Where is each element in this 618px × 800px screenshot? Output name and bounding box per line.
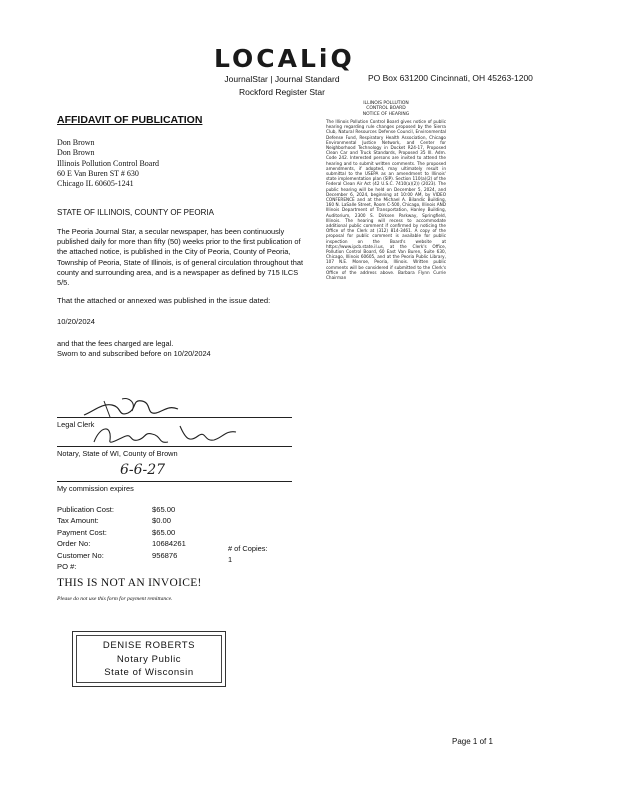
localiq-logo: LOCALiQ [214, 44, 355, 73]
legal-notice-column [326, 101, 446, 280]
cost-value: 956876 [152, 550, 178, 560]
cost-row [57, 504, 186, 515]
cost-value: $0.00 [152, 516, 172, 526]
legal-clerk-signature [82, 393, 182, 423]
copies-block [228, 543, 267, 566]
legal-clerk-signature-line [57, 417, 292, 418]
commission-line [57, 481, 292, 482]
cost-value: $65.00 [152, 527, 176, 537]
cost-row [57, 538, 186, 549]
cost-label: Tax Amount: [57, 516, 99, 526]
affidavit-title: AFFIDAVIT OF PUBLICATION [57, 114, 203, 126]
address-line: Chicago IL 60605-1241 [57, 179, 134, 189]
notice-heading-line: ILLINOIS POLLUTION [363, 101, 409, 106]
cost-label: Publication Cost: [57, 505, 114, 514]
cost-value: $65.00 [152, 505, 176, 514]
notice-heading-line: NOTICE OF HEARING [362, 111, 410, 117]
legal-clerk-label: Legal Clerk [57, 420, 95, 429]
notary-label: Notary, State of WI, County of Brown [57, 449, 178, 458]
notice-heading-line: CONTROL BOARD [366, 106, 406, 112]
commission-date: 6-6-27 [120, 462, 166, 478]
cost-row [57, 527, 186, 538]
notice-body: The Illinois Pollution Control Board gives notice of public hearing regarding rule changes proposed by the Sierra Club, Natural Resources Defense Council, Environmental Defense Fund, Respiratory Health Association, Chicago Environmental Justice Network, and Center for Neighborhood Technology in Docket R24-17, Proposed Clean Car and Truck Standards, Proposed 35 Ill. Adm. Code 242. Interested persons are invited to attend the hearing and to submit written comments. The proposed amendments, if adopted, may ultimately result in submittal to the USEPA as an amendment to Illinois' state implementation plan (SIP). Section 110(a)(2) of the Federal Clean Air Act (42 U.S.C. 7410(a)(2)) (2023). The public hearing will be held on December 5, 2024, and December 6, 2024, beginning at 10:00 AM, by VIDEO CONFERENCE and at the Michael A. Bilandic Building, 160 N. LaSalle Street, Room C-500, Chicago, Illinois AND Illinois Department of Transportation, Hanley Building, Auditorium, 2300 S. Dirksen Parkway, Springfield, Illinois. The hearing will recess to accommodate additional public comment if confirmed by noticing the Office of the Clerk at (312) 814-3461. A copy of the proposal for public comment is available for public inspection on the Board's website at https://www.ipcb.state.il.us, at the Clerk's Office, Pollution Control Board, 60 East Van Buren, Suite 630, Chicago, Illinois 60605, and at the Peoria Public Library, 107 N.E. Monroe, Peoria, Illinois. Written public comments will be considered if submitted to the Clerk's Office of the address above. Barbara Flynn Currie Chairman [326, 118, 446, 280]
stamp-name: DENISE ROBERTS [102, 640, 196, 651]
cost-value: 10684261 [152, 539, 186, 549]
notary-stamp [72, 631, 226, 687]
address-line: Don Brown [57, 148, 95, 158]
notary-signature-line [57, 446, 292, 447]
issue-date: 10/20/2024 [57, 317, 96, 326]
not-payment-notice: Please do not use this form for payment remittance. [57, 596, 173, 602]
stamp-state: State of Wisconsin [104, 667, 194, 678]
publication-statement: The Peoria Journal Star, a secular newspaper, has been continuously published daily for more than fifty (50) weeks prior to the first publication of the attached notice, is published in the City of Peoria, County of Peoria, Township of Peoria, State of Illinois, is of general circulation throughout that county and surrounding area, and is a newspaper as defined by 715 ILCS 5/5. [57, 227, 304, 288]
stamp-title: Notary Public [116, 653, 182, 665]
issue-statement: That the attached or annexed was published in the issue dated: [57, 296, 271, 305]
sworn-line: Sworn to and subscribed before on 10/20/2024 [57, 348, 211, 358]
cost-label: PO #: [57, 562, 77, 572]
fees-statement [57, 339, 211, 358]
page-number: Page 1 of 1 [452, 737, 493, 746]
fees-line: and that the fees charged are legal. [57, 339, 174, 348]
address-line: Don Brown [57, 138, 95, 147]
address-line: Illinois Pollution Control Board [57, 158, 160, 168]
address-line: 60 E Van Buren ST # 630 [57, 168, 139, 178]
notary-stamp-inner [76, 635, 222, 683]
state-county-line: STATE OF ILLINOIS, COUNTY OF PEORIA [57, 208, 214, 217]
recipient-address [57, 138, 159, 189]
notice-heading [326, 101, 446, 117]
cost-label: Customer No: [57, 550, 104, 560]
commission-label: My commission expires [57, 484, 134, 493]
cost-row [57, 561, 186, 572]
po-box-address: PO Box 631200 Cincinnati, OH 45263-1200 [368, 73, 533, 83]
not-invoice-notice: THIS IS NOT AN INVOICE! [57, 577, 202, 589]
publication-line-1: JournalStar | Journal Standard [224, 74, 340, 84]
cost-row [57, 515, 186, 526]
cost-row [57, 550, 186, 561]
publication-line-2: Rockford Register Star [239, 87, 325, 97]
publication-names [214, 73, 350, 99]
cost-label: Order No: [57, 539, 91, 549]
cost-label: Payment Cost: [57, 527, 107, 537]
cost-table [57, 504, 186, 572]
copies-label: # of Copies: [228, 544, 268, 553]
cost-value [152, 561, 186, 572]
copies-value: 1 [228, 555, 233, 565]
